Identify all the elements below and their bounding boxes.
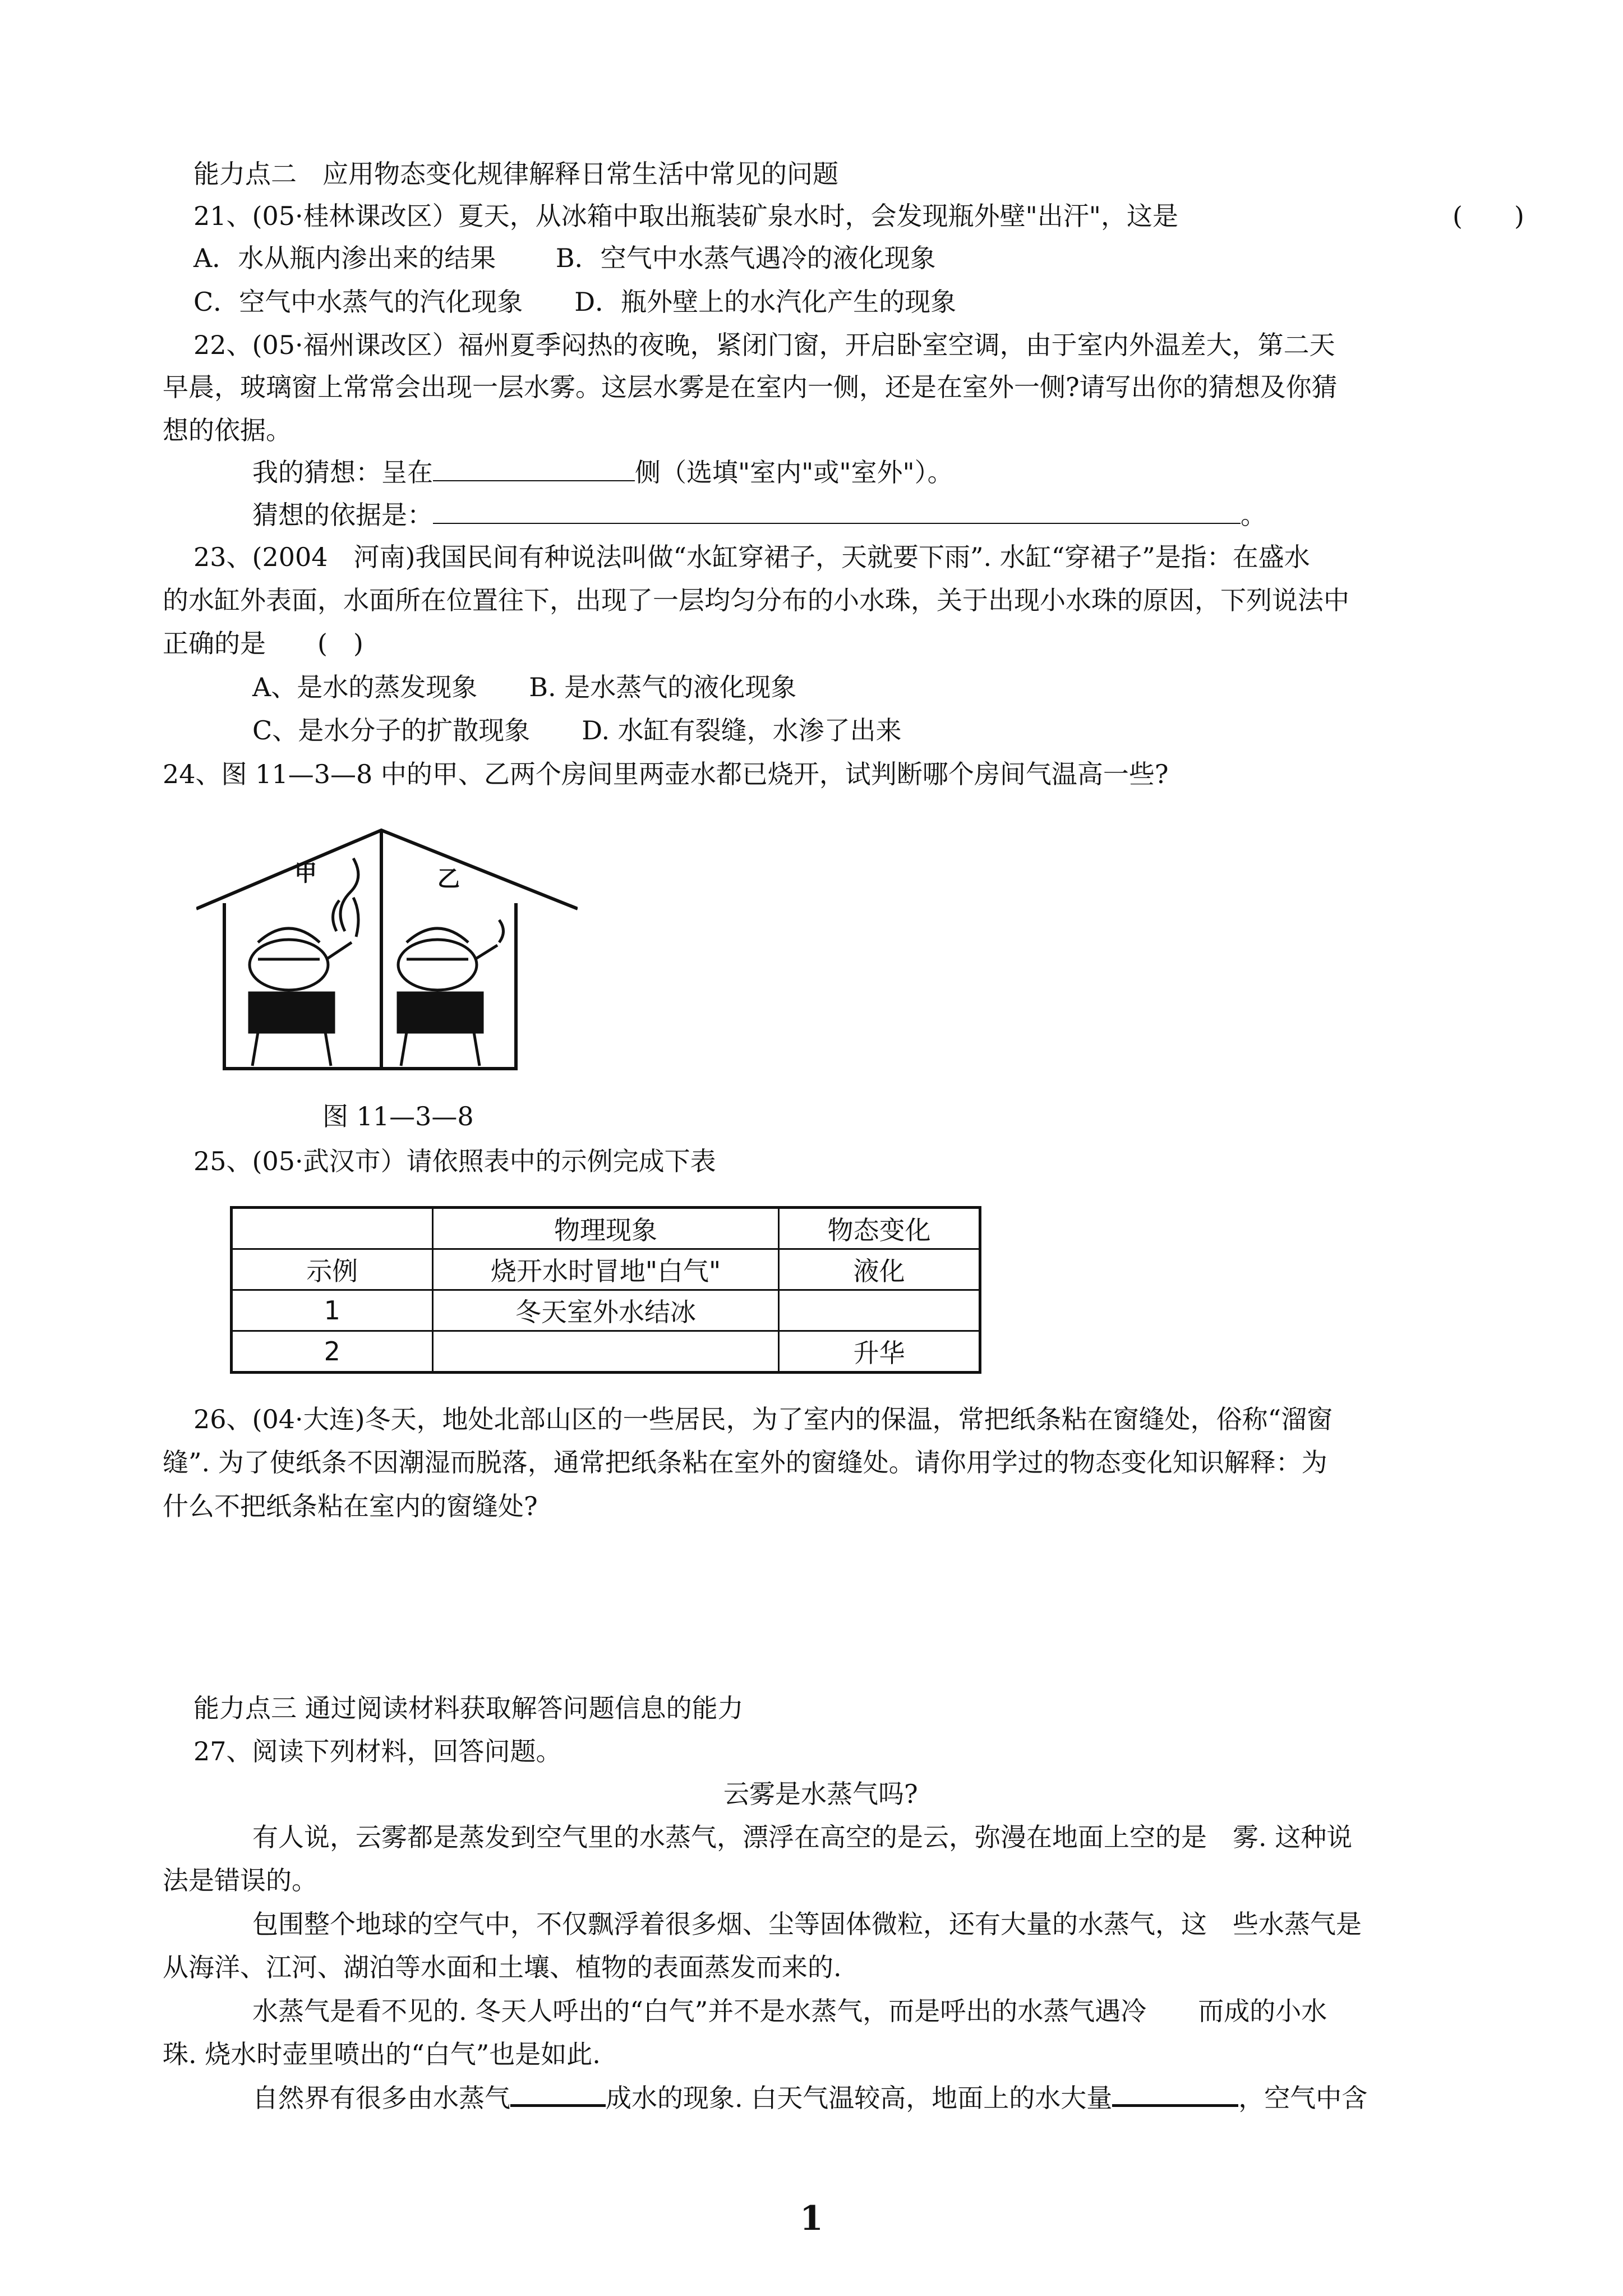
kettle-right-icon xyxy=(398,928,497,1066)
steam-right-icon xyxy=(499,920,504,942)
table-cell-blank[interactable] xyxy=(432,1331,779,1373)
table-header-cell: 物态变化 xyxy=(779,1208,980,1249)
phenomena-table xyxy=(230,1206,981,1374)
room-left-label: 甲 xyxy=(294,861,317,886)
table-header-cell: 物理现象 xyxy=(432,1208,779,1249)
table-cell: 升华 xyxy=(779,1331,980,1373)
guess-blank[interactable] xyxy=(433,458,635,481)
table-row xyxy=(232,1331,980,1373)
question-23-line-3: 正确的是 ( ) xyxy=(163,628,363,659)
question-23-options-cd: C、是水分子的扩散现象 D. 水缸有裂缝，水渗了出来 xyxy=(252,715,902,746)
section-2-title: 能力点二 应用物态变化规律解释日常生活中常见的问题 xyxy=(193,159,838,189)
question-26-line-3: 什么不把纸条粘在室内的窗缝处? xyxy=(163,1491,538,1521)
paragraph-2-line-1: 包围整个地球的空气中，不仅飘浮着很多烟、尘等固体微粒，还有大量的水蒸气，这 些水蒸气是 xyxy=(252,1909,1362,1939)
paragraph-4-text-c: ，空气中含 xyxy=(1238,2083,1368,2113)
question-22-line-3: 想的依据。 xyxy=(163,415,292,445)
question-26-line-2: 缝”. 为了使纸条不因潮湿而脱落，通常把纸条粘在室外的窗缝处。请你用学过的物态变化知识解释：为 xyxy=(163,1447,1327,1478)
question-24: 24、图 11—3—8 中的甲、乙两个房间里两壶水都已烧开，试判断哪个房间气温高一些? xyxy=(163,759,1169,789)
figure-caption: 图 11—3—8 xyxy=(322,1101,474,1131)
paragraph-4-text-b: 成水的现象. 白天气温较高，地面上的水大量 xyxy=(606,2083,1113,2113)
paragraph-4-line-1 xyxy=(252,2081,1367,2115)
section-3-title: 能力点三 通过阅读材料获取解答问题信息的能力 xyxy=(193,1693,744,1723)
question-26-line-1: 26、(04·大连)冬天，地处北部山区的一些居民，为了室内的保温，常把纸条粘在窗缝处，俗称“溜窗 xyxy=(193,1404,1333,1434)
room-right-label: 乙 xyxy=(437,866,460,892)
question-21-answer-paren: ( ) xyxy=(1453,201,1524,231)
basis-label: 猜想的依据是： xyxy=(252,500,433,530)
guess-hint: 侧（选填"室内"或"室外"）。 xyxy=(635,457,953,487)
reading-title: 云雾是水蒸气吗? xyxy=(723,1779,918,1809)
table-cell: 2 xyxy=(232,1331,433,1373)
table-row xyxy=(232,1290,980,1331)
question-21: 21、(05·桂林课改区）夏天，从冰箱中取出瓶装矿泉水时，会发现瓶外壁"出汗"，这是 xyxy=(193,201,1178,231)
two-rooms-kettles-figure xyxy=(196,819,578,1088)
question-25: 25、(05·武汉市）请依照表中的示例完成下表 xyxy=(193,1146,716,1176)
paragraph-3-line-2: 珠. 烧水时壶里喷出的“白气”也是如此. xyxy=(163,2039,601,2069)
steam-left-icon xyxy=(333,858,358,937)
question-21-options-ab: A．水从瓶内渗出来的结果 B．空气中水蒸气遇冷的液化现象 xyxy=(193,243,936,273)
question-22-line-1: 22、(05·福州课改区）福州夏季闷热的夜晚，紧闭门窗，开启卧室空调，由于室内外温差大，第二天 xyxy=(193,330,1335,360)
fill-blank-2[interactable] xyxy=(1112,2082,1238,2107)
paragraph-1-line-1: 有人说，云雾都是蒸发到空气里的水蒸气，漂浮在高空的是云，弥漫在地面上空的是 雾. 这种说 xyxy=(252,1822,1353,1852)
page-number: 1 xyxy=(800,2199,823,2238)
question-22-basis-line xyxy=(252,498,1266,532)
question-23-line-1: 23、(2004 河南)我国民间有种说法叫做“水缸穿裙子，天就要下雨”. 水缸“穿裙子”是指：在盛水 xyxy=(193,542,1310,572)
table-header-cell xyxy=(232,1208,433,1249)
fill-blank-1[interactable] xyxy=(510,2082,606,2107)
table-cell: 示例 xyxy=(232,1249,433,1290)
basis-end: 。 xyxy=(1241,500,1266,530)
question-22-guess-line xyxy=(252,455,953,489)
table-header-row xyxy=(232,1208,980,1249)
question-23-line-2: 的水缸外表面，水面所在位置往下，出现了一层均匀分布的小水珠，关于出现小水珠的原因，下列说法中 xyxy=(163,585,1349,615)
paragraph-2-line-2: 从海洋、江河、湖泊等水面和土壤、植物的表面蒸发而来的. xyxy=(163,1952,842,1982)
table-row xyxy=(232,1249,980,1290)
table-cell: 1 xyxy=(232,1290,433,1331)
question-22-line-2: 早晨，玻璃窗上常常会出现一层水雾。这层水雾是在室内一侧，还是在室外一侧?请写出你的猜想及你猜 xyxy=(163,372,1338,402)
basis-blank[interactable] xyxy=(433,500,1241,524)
paragraph-4-text-a: 自然界有很多由水蒸气 xyxy=(252,2083,510,2113)
question-21-options-cd: C．空气中水蒸气的汽化现象 D．瓶外壁上的水汽化产生的现象 xyxy=(193,287,957,317)
paragraph-3-line-1: 水蒸气是看不见的. 冬天人呼出的“白气”并不是水蒸气，而是呼出的水蒸气遇冷 而成的小水 xyxy=(252,1996,1327,2026)
paragraph-1-line-2: 法是错误的。 xyxy=(163,1865,317,1895)
kettle-left-icon xyxy=(250,928,352,1066)
question-23-options-ab: A、是水的蒸发现象 B. 是水蒸气的液化现象 xyxy=(252,672,797,702)
question-27: 27、阅读下列材料，回答问题。 xyxy=(193,1736,562,1766)
table-cell: 烧开水时冒地"白气" xyxy=(432,1249,779,1290)
table-cell-blank[interactable] xyxy=(779,1290,980,1331)
table-cell: 液化 xyxy=(779,1249,980,1290)
table-cell: 冬天室外水结冰 xyxy=(432,1290,779,1331)
guess-label: 我的猜想：呈在 xyxy=(252,457,433,487)
